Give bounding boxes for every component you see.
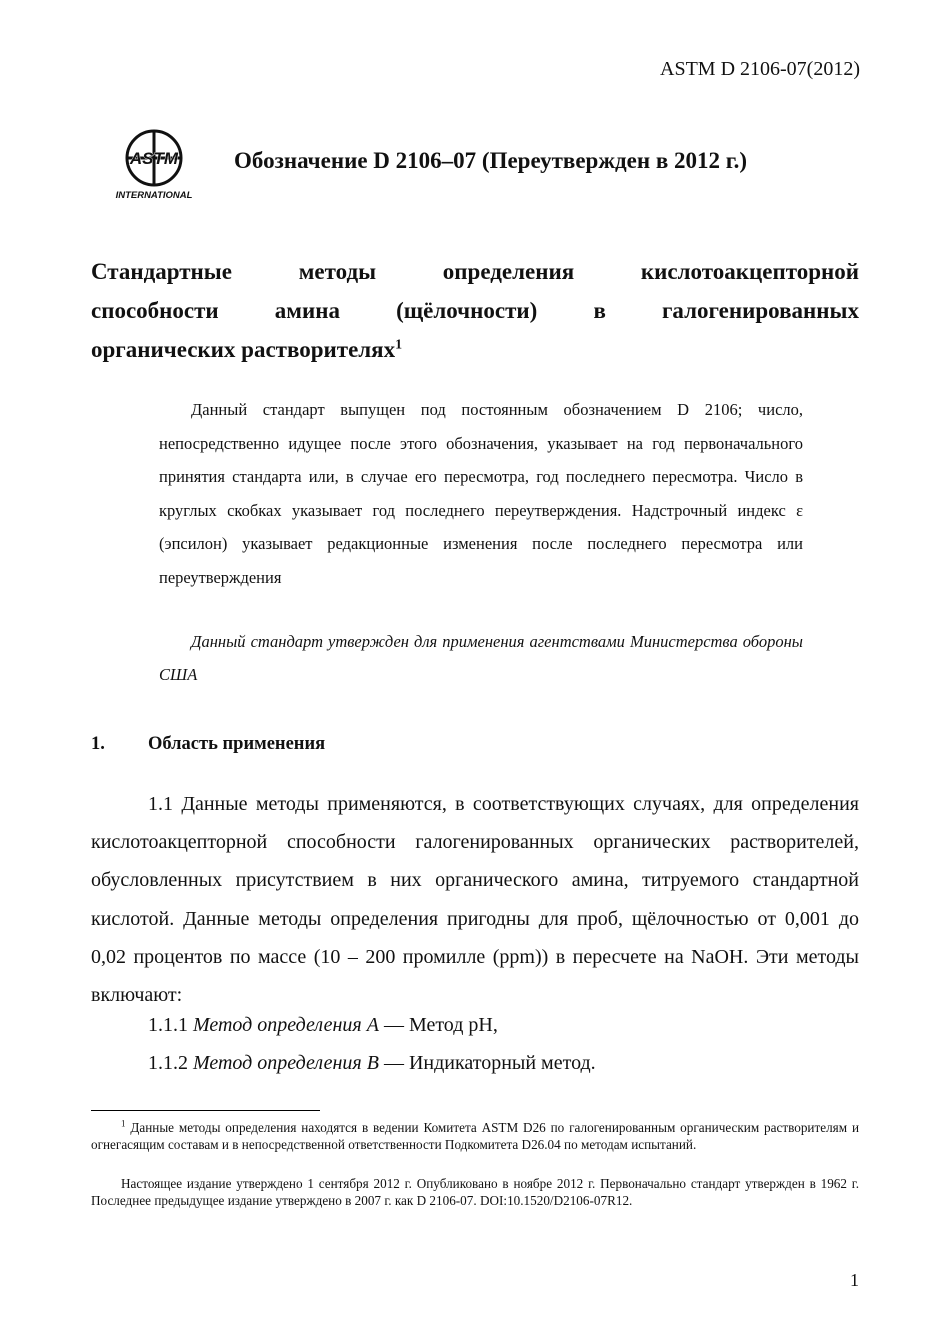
method-label: Метод определения В xyxy=(193,1052,379,1074)
method-description: — Метод pH, xyxy=(383,1014,498,1036)
astm-logo-icon xyxy=(112,128,196,202)
document-title xyxy=(91,252,859,369)
footnote-1-text: Данные методы определения находятся в ведении Комитета ASTM D26 по галогенированным органическим растворителям и огнегасящим составам и в непосредственной ответственности Подкомитета D26.04 по методам испытаний. xyxy=(91,1120,860,1152)
section-number: 1. xyxy=(91,734,105,754)
section-title: Область применения xyxy=(148,734,326,754)
footnote-1 xyxy=(91,1120,859,1153)
footnote-divider xyxy=(91,1110,320,1111)
item-1-1-2 xyxy=(148,1052,596,1075)
title-line-2: способности амина (щёлочности) в галогенированных xyxy=(91,298,859,323)
designation-notice: Данный стандарт выпущен под постоянным обозначением D 2106; число, непосредственно идущее после этого обозначения, указывает на год первоначального принятия стандарта или, в случае его пересмотра, год последнего пересмотра. Число в круглых скобках указывает год последнего переутверждения. Надстрочный индекс ε (эпсилон) указывает редакционные изменения после последнего пересмотра или переутверждения xyxy=(159,400,803,587)
designation-heading: Обозначение D 2106–07 (Переутвержден в 2012 г.) xyxy=(234,148,748,173)
section-1-heading xyxy=(91,734,325,755)
svg-text:INTERNATIONAL: INTERNATIONAL xyxy=(115,190,193,201)
document-code: ASTM D 2106-07(2012) xyxy=(660,58,860,80)
title-line-3: органических растворителях xyxy=(91,337,396,362)
title-footnote-mark: 1 xyxy=(395,337,403,353)
title-line-1: Стандартные методы определения кислотоакцепторной xyxy=(91,259,859,284)
paragraph-1-1: 1.1 Данные методы применяются, в соответствующих случаях, для определения кислотоакцепторной способности галогенированных органических растворителей, обусловленных присутствием в них органического амина, титруемого стандартной кислотой. Данные методы определения пригодны для проб, щёлочностью от 0,001 до 0,02 процентов по массе (10 – 200 промилле (ppm)) в пересчете на NaOH. Эти методы включают: xyxy=(91,793,859,1007)
item-number: 1.1.2 xyxy=(148,1052,188,1074)
item-1-1-1 xyxy=(148,1014,498,1037)
astm-logo xyxy=(112,128,196,202)
page-number: 1 xyxy=(850,1270,859,1290)
method-description: — Индикаторный метод. xyxy=(383,1052,596,1074)
dod-notice: Данный стандарт утвержден для применения агентствами Министерства обороны США xyxy=(159,632,803,684)
item-number: 1.1.1 xyxy=(148,1014,188,1036)
method-label: Метод определения А xyxy=(193,1014,379,1036)
footnote-2: Настоящее издание утверждено 1 сентября 2012 г. Опубликовано в ноябре 2012 г. Первоначально стандарт утвержден в 1962 г. Последнее предыдущее издание утверждено в 2007 г. как D 2106-07. DOI:10.1520/D2106-07R12. xyxy=(91,1176,859,1208)
svg-text:ASTM: ASTM xyxy=(129,149,179,168)
footnote-mark: 1 xyxy=(121,1118,126,1129)
